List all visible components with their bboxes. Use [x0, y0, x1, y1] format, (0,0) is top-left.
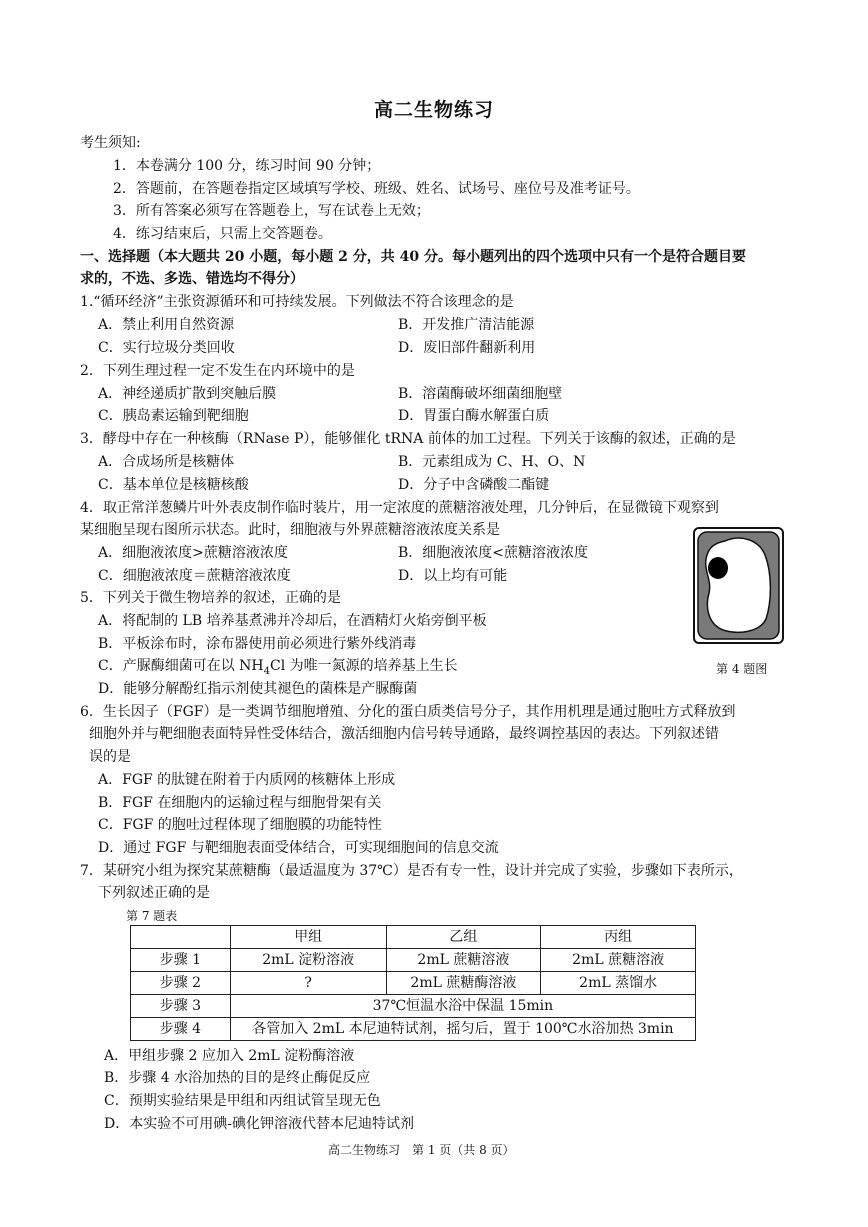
option-a: A．将配制的 LB 培养基煮沸并冷却后，在酒精灯火焰旁倒平板: [98, 613, 487, 629]
option-d: D．通过 FGF 与靶细胞表面受体结合，可实现细胞间的信息交流: [98, 840, 499, 856]
plasmolyzed-cell-diagram: [693, 527, 784, 644]
notice-item: 4．练习结束后，只需上交答题卷。: [113, 226, 332, 242]
table-cell: 2mL 蔗糖溶液: [386, 949, 541, 972]
table-cell: 步骤 3: [131, 995, 231, 1018]
table-cell: 各管加入 2mL 本尼迪特试剂，摇匀后，置于 100℃水浴加热 3min: [230, 1018, 695, 1041]
option-c: C．细胞液浓度＝蔗糖溶液浓度: [98, 568, 291, 584]
table-header-cell: 甲组: [230, 926, 386, 949]
question-stem: 4．取正常洋葱鳞片叶外表皮制作临时装片，用一定浓度的蔗糖溶液处理，几分钟后，在显微镜下观察到: [80, 500, 719, 516]
table-row: [131, 949, 696, 972]
option-b: B．FGF 在细胞内的运输过程与细胞骨架有关: [98, 795, 382, 811]
option-b: B．细胞液浓度<蔗糖溶液浓度: [398, 545, 589, 561]
experiment-table: [130, 925, 696, 1041]
option-c: C．FGF 的胞吐过程体现了细胞膜的功能特性: [98, 817, 382, 833]
notice-item: 2．答题前，在答题卷指定区域填写学校、班级、姓名、试场号、座位号及准考证号。: [113, 181, 640, 197]
figure-caption: 第 4 题图: [716, 662, 768, 676]
table-cell: 步骤 2: [131, 972, 231, 995]
question-stem: 细胞外并与靶细胞表面特异性受体结合，激活细胞内信号转导通路，最终调控基因的表达。下列叙述错: [89, 726, 719, 742]
table-cell: 步骤 4: [131, 1018, 231, 1041]
question-stem: 6．生长因子（FGF）是一类调节细胞增殖、分化的蛋白质类信号分子，其作用机理是通过胞吐方式释放到: [80, 704, 736, 720]
option-b: B．溶菌酶破坏细菌细胞壁: [398, 386, 563, 402]
option-a: A．神经递质扩散到突触后膜: [98, 386, 277, 402]
option-c-text: Cl 为唯一氮源的培养基上生长: [270, 658, 458, 674]
notice-heading: 考生须知:: [80, 135, 141, 151]
option-c: [98, 657, 458, 681]
table-header-row: [131, 926, 696, 949]
table-cell: [131, 926, 231, 949]
section-heading: 一、选择题（本大题共 20 小题，每小题 2 分，共 40 分。每小题列出的四个选项中只有一个是符合题目要: [80, 249, 746, 265]
option-c-text: C．产脲酶细菌可在以 NH: [98, 658, 264, 674]
notice-item: 3．所有答案必须写在答题卷上，写在试卷上无效；: [113, 203, 430, 219]
option-b: B．平板涂布时，涂布器使用前必须进行紫外线消毒: [98, 636, 417, 652]
question-stem: 下列叙述正确的是: [98, 885, 210, 901]
option-d: D．胃蛋白酶水解蛋白质: [398, 408, 550, 424]
option-b: B．开发推广清洁能源: [398, 317, 535, 333]
option-a: A．禁止利用自然资源: [98, 317, 235, 333]
cell-figure: [693, 527, 784, 644]
table-header-cell: 乙组: [386, 926, 541, 949]
question-stem: 3．酵母中存在一种核酶（RNase P），能够催化 tRNA 前体的加工过程。下列关于该酶的叙述，正确的是: [80, 431, 736, 447]
page-footer: 高二生物练习 第 1 页（共 8 页）: [328, 1143, 515, 1157]
option-d: D．分子中含磷酸二酯键: [398, 477, 550, 493]
table-row: [131, 1018, 696, 1041]
table-row: [131, 995, 696, 1018]
question-stem: 某细胞呈现右图所示状态。此时，细胞液与外界蔗糖溶液浓度关系是: [80, 522, 500, 538]
question-stem: 2．下列生理过程一定不发生在内环境中的是: [80, 363, 355, 379]
table-cell: 2mL 蔗糖溶液: [541, 949, 696, 972]
subscript: 4: [263, 665, 270, 677]
table-cell: 2mL 淀粉溶液: [230, 949, 386, 972]
table-cell: 2mL 蔗糖酶溶液: [386, 972, 541, 995]
table-row: [131, 972, 696, 995]
table-cell: 37℃恒温水浴中保温 15min: [230, 995, 695, 1018]
question-stem: 5．下列关于微生物培养的叙述，正确的是: [80, 590, 341, 606]
option-d: D．本实验不可用碘-碘化钾溶液代替本尼迪特试剂: [104, 1116, 414, 1132]
option-a: A．甲组步骤 2 应加入 2mL 淀粉酶溶液: [104, 1048, 355, 1064]
question-stem: 1.“循环经济”主张资源循环和可持续发展。下列做法不符合该理念的是: [80, 294, 514, 310]
table-cell: 2mL 蒸馏水: [541, 972, 696, 995]
option-a: A．FGF 的肽键在附着于内质网的核糖体上形成: [98, 772, 396, 788]
question-stem: 7．某研究小组为探究某蔗糖酶（最适温度为 37℃）是否有专一性，设计并完成了实验，步骤如下表所示，: [80, 863, 743, 879]
option-d: D．能够分解酚红指示剂使其褪色的菌株是产脲酶菌: [98, 681, 418, 697]
option-c: C．胰岛素运输到靶细胞: [98, 408, 249, 424]
section-heading: 求的，不选、多选、错选均不得分）: [80, 271, 304, 287]
option-b: B．元素组成为 C、H、O、N: [398, 454, 586, 470]
option-b: B．步骤 4 水浴加热的目的是终止酶促反应: [104, 1070, 371, 1086]
option-c: C．基本单位是核糖核酸: [98, 477, 249, 493]
page-title: 高二生物练习: [374, 99, 495, 121]
option-d: D．以上均有可能: [398, 568, 508, 584]
option-a: A．细胞液浓度>蔗糖溶液浓度: [98, 545, 288, 561]
table-caption: 第 7 题表: [126, 909, 178, 923]
question-stem: 误的是: [89, 749, 131, 765]
table-cell: ?: [230, 972, 386, 995]
option-c: C．预期实验结果是甲组和丙组试管呈现无色: [104, 1093, 381, 1109]
option-a: A．合成场所是核糖体: [98, 454, 235, 470]
option-c: C．实行垃圾分类回收: [98, 340, 235, 356]
table-header-cell: 丙组: [541, 926, 696, 949]
option-d: D．废旧部件翻新利用: [398, 340, 536, 356]
notice-item: 1．本卷满分 100 分，练习时间 90 分钟；: [113, 158, 381, 174]
table-cell: 步骤 1: [131, 949, 231, 972]
